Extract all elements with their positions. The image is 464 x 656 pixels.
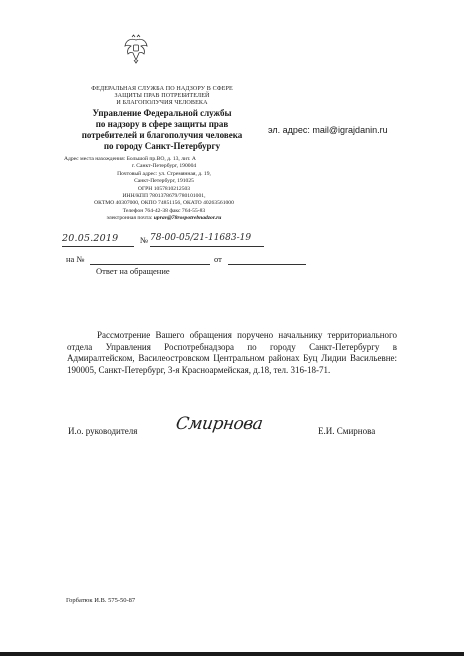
signature-scribble: Смирнова — [174, 414, 264, 434]
handwritten-signature — [176, 414, 266, 438]
ogrn: ОГРН 1057810212503 — [137, 185, 191, 192]
email-label: электронная почта: — [106, 215, 153, 222]
ref-date-rule — [228, 264, 306, 265]
inn-kpp: ИНН/КПП 7801378679/780101001, — [122, 193, 206, 200]
recipient-email: эл. адрес: mail@igrajdanin.ru — [268, 125, 388, 135]
number-rule — [150, 246, 264, 247]
ref-from: от — [214, 254, 222, 264]
coat-of-arms-icon — [123, 34, 149, 64]
signatory-role: И.о. руководителя — [68, 426, 138, 436]
response-ref-row — [66, 254, 266, 266]
date-rule — [62, 246, 134, 247]
handwritten-number: 78-00-05/21-11683-19 — [150, 233, 252, 243]
number-symbol: № — [140, 235, 149, 245]
body-text: Рассмотрение Вашего обращения поручено начальнику территориального отдела Управления Роспотребнадзора по городу Санкт-Петербургу в Адмиралтейском, Василеостровском Центральном районах Буц Лидии Васильевне: 190005, Санкт-Петербург, 3-я Красноармейская, д.18, тел. 316-18-71. — [67, 330, 397, 375]
ref-number-rule — [90, 264, 210, 265]
department-name: Управление Федеральной службы по надзору в сфере защиты прав потребителей и благополучия человека по городу Санкт-Петербургу — [81, 108, 243, 151]
subject-line: Ответ на обращение — [96, 266, 170, 276]
ref-prefix: на № — [66, 254, 85, 264]
contact-block — [64, 156, 264, 223]
email-link[interactable]: uprav@78rospotrebnadzor.ru — [153, 215, 222, 222]
signatory-name: Е.И. Смирнова — [318, 426, 376, 436]
phone: Телефон 764-42-38 факс 764-55-83 — [122, 207, 206, 214]
oktmo: ОКТМО 40307000, ОКПО 74851156, ОКАТО 40263561000 — [94, 200, 234, 207]
address-city: г. Санкт-Петербург, 190004 — [131, 163, 197, 170]
postal-line: Почтовый адрес: ул. Стремянная, д. 19, — [117, 170, 211, 177]
letter-body — [67, 330, 397, 376]
postal-city: Санкт-Петербург, 191025 — [134, 178, 194, 185]
executor-line: Горбатюк И.В. 575-50-87 — [66, 597, 136, 604]
agency-name: ФЕДЕРАЛЬНАЯ СЛУЖБА ПО НАДЗОРУ В СФЕРЕ ЗАЩИТЫ ПРАВ ПОТРЕБИТЕЛЕЙ И БЛАГОПОЛУЧИЯ ЧЕЛОВЕКА — [91, 86, 233, 107]
address-line: Адрес места нахождения: Большой пр.ВО, д. 13, лит. А — [64, 156, 196, 162]
handwritten-date: 20.05.2019 — [62, 233, 119, 244]
registration-row — [62, 233, 262, 249]
email-line — [64, 215, 264, 222]
